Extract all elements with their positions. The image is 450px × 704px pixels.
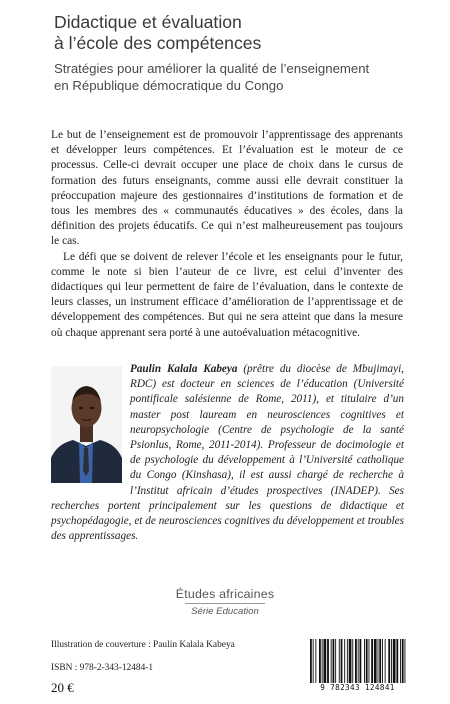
barcode-bar (358, 639, 359, 683)
barcode-bar (355, 639, 357, 683)
barcode-bar (371, 639, 373, 683)
barcode-bar (310, 639, 312, 683)
barcode-bar (349, 639, 352, 683)
barcode-bar (324, 639, 327, 683)
barcode-bar (382, 639, 383, 683)
barcode-bar (339, 639, 340, 683)
price: 20 € (51, 680, 74, 695)
barcode-bar (391, 639, 392, 683)
isbn: ISBN : 978-2-343-12484-1 (51, 663, 154, 673)
barcode-bar (327, 639, 329, 683)
title-line-2: à l’école des compétences (54, 33, 262, 53)
barcode-bar (322, 639, 323, 683)
barcode-bar (344, 639, 345, 683)
barcode-bar (335, 639, 336, 683)
author-bio-text: (prêtre du diocèse de Mbujimayi, RDC) est docteur en sciences de l’éducation (Université pontificale salésienne de Rome, 2011), et titulaire d’un master post lauream en neurosciences cognitives et neuropsychologie (Centre de psychologie de la santé Psionlus, Rome, 2011-2014). Professeur de docimologie et de psychologie du développement à l’Université catholique du Congo (Kinshasa), il est aussi chargé de recherche à l’Institut africain d’études prospectives (INADEP). Ses recherches portent principalement sur les questions de didactique et psychopédagogie, et de neurosciences cognitives du développement et troubles des apprentissages. (51, 363, 404, 543)
barcode-bar (385, 639, 386, 683)
author-biography (51, 362, 404, 544)
barcode-bar (379, 639, 381, 683)
barcode-bar (360, 639, 362, 683)
collection-series: Série Education (191, 606, 259, 617)
barcode-bar (393, 639, 396, 683)
barcode-bar (402, 639, 404, 683)
barcode-bar (378, 639, 379, 683)
blurb-paragraph-1: Le but de l’enseignement est de promouvoir l’apprentissage des apprenants et développer leurs compétences. Et l’évaluation est le moteur de ce processus. Celle-ci devrait occuper une place de choix dans le cursus de formation des futurs enseignants, comme aussi elle devrait constituer la préoccupation majeure des gestionnaires d’institutions de formation et de tous les membres des « communautés éducatives » des écoles, dans la définition des projets éducatifs. Ce qui n’est malheureusement pas toujours le cas. (51, 129, 403, 248)
title-line-1: Didactique et évaluation (54, 12, 242, 32)
barcode-bar (315, 639, 316, 683)
barcode-bar (366, 639, 368, 683)
barcode-digits: 9 782343 124841 (306, 683, 409, 692)
barcode-bar (331, 639, 332, 683)
barcode-bar (374, 639, 377, 683)
barcode-bar (388, 639, 390, 683)
barcode-bar (347, 639, 348, 683)
subtitle-line-1: Stratégies pour améliorer la qualité de l’enseignement (54, 61, 370, 76)
barcode-bar (352, 639, 353, 683)
book-title (54, 12, 424, 54)
author-photo (51, 366, 122, 483)
barcode-bar (405, 639, 406, 683)
barcode-bar (369, 639, 370, 683)
subtitle-line-2: en République démocratique du Congo (54, 78, 284, 93)
collection-divider (185, 603, 265, 604)
barcode-bar (333, 639, 335, 683)
illustration-credit: Illustration de couverture : Paulin Kalala Kabeya (51, 640, 235, 650)
barcode-bar (313, 639, 314, 683)
blurb-paragraph-2: Le défi que se doivent de relever l’école et les enseignants pour le futur, comme le note si bien l’auteur de ce livre, est celui d’inventer des didactiques qui leur permettent de faire de l’évaluation, dans le contexte de leurs classes, un instrument efficace d’amélioration de l’apprentissage et de développement des compétences. But qui ne sera atteint que dans la mesure où chaque apprenant sera porté à une autoévaluation métacognitive. (51, 250, 403, 339)
barcode-bar (364, 639, 365, 683)
author-name: Paulin Kalala Kabeya (130, 363, 238, 375)
barcode-bar (400, 639, 401, 683)
blurb (51, 128, 403, 341)
collection-block (0, 587, 450, 617)
book-subtitle (54, 60, 434, 94)
collection-name: Études africaines (175, 587, 275, 601)
barcode-bar (319, 639, 321, 683)
barcode-bar (396, 639, 398, 683)
barcode-bar (341, 639, 343, 683)
